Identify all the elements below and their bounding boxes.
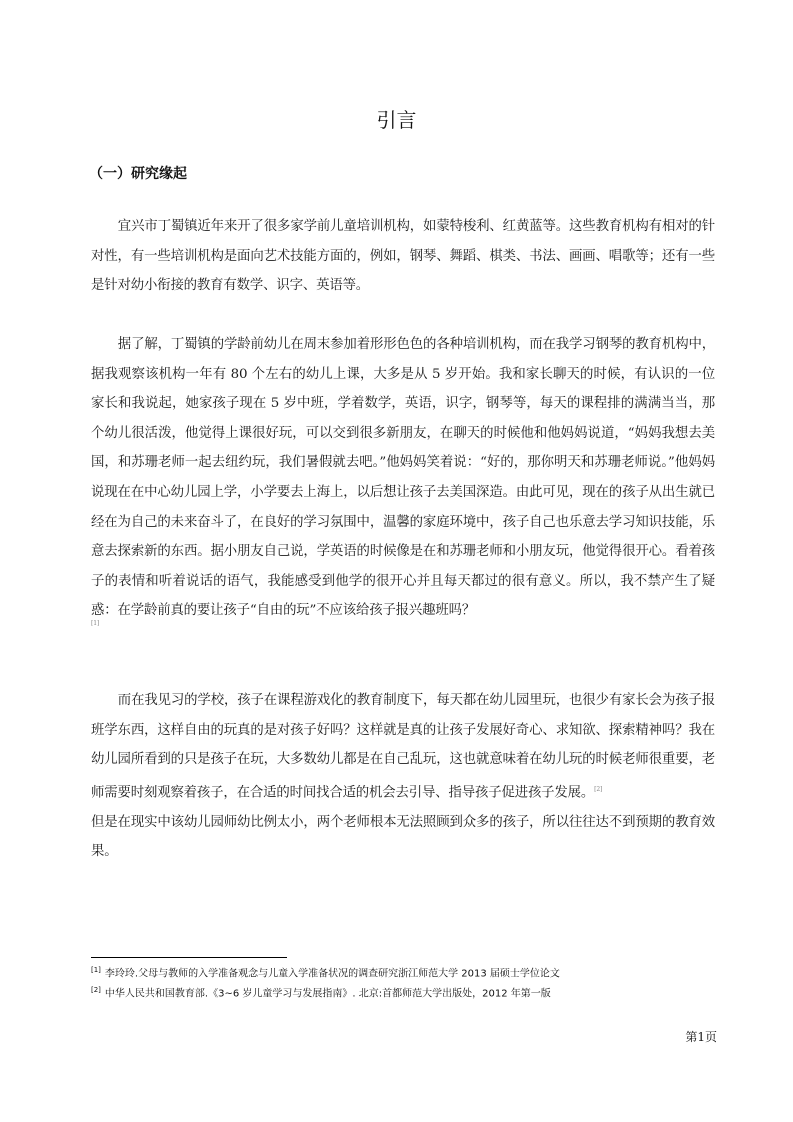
paragraph-text: 而在我见习的学校，孩子在课程游戏化的教育制度下，每天都在幼儿园里玩，也很少有家长会为孩子报班学东西，这样自由的玩真的是对孩子好吗？这样就是真的让孩子发展好奇心、求知欲、探索精神吗？我在幼儿园所看到的只是孩子在玩，大多数幼儿都是在自己乱玩，这也就意味着在幼儿玩的时候老师很重要，老师需要时刻观察着孩子，在合适的时间找合适的机会去引导、指导孩子促进孩子发展。 xyxy=(91,693,715,801)
footnote-item xyxy=(91,982,731,1002)
footnote-item xyxy=(91,962,731,982)
footnote-divider xyxy=(91,957,287,958)
paragraph-text: 宜兴市丁蜀镇近年来开了很多家学前儿童培训机构，如蒙特梭利、红黄蓝等。这些教育机构有相对的针对性，有一些培训机构是面向艺术技能方面的，例如，钢琴、舞蹈、棋类、书法、画画、唱歌等；还有一些是针对幼小衔接的教育有数学、识字、英语等。 xyxy=(91,219,715,294)
paragraph-text: 据了解，丁蜀镇的学龄前幼儿在周末参加着形形色色的各种培训机构，而在我学习钢琴的教育机构中，据我观察该机构一年有 80 个左右的幼儿上课，大多是从 5 岁开始。我和家长聊天的时候，有认识的一位家长和我说起，她家孩子现在 5 岁中班，学着数学，英语，识字，钢琴等，每天的课程排的满满当当，那个幼儿很活泼，他觉得上课很好玩，可以交到很多新朋友，在聊天的时候他和他妈妈说道，“妈妈我想去美国，和苏珊老师一起去纽约玩，我们暑假就去吧。”他妈妈笑着说：“好的，那你明天和苏珊老师说。”他妈妈说现在在中心幼儿园上学，小学要去上海上，以后想让孩子去美国深造。由此可见，现在的孩子从出生就已经在为自己的未来奋斗了，在良好的学习氛围中，温馨的家庭环境中，孩子自己也乐意去学习知识技能，乐意去探索新的东西。据小朋友自己说，学英语的时候像是在和苏珊老师和小朋友玩，他觉得很开心。看着孩子的表情和听着说话的语气，我能感受到他学的很开心并且每天都过的很有意义。所以，我不禁产生了疑惑：在学龄前真的要让孩子“自由的玩”不应该给孩子报兴趣班吗？ xyxy=(91,337,715,619)
paragraph-text: 但是在现实中该幼儿园师幼比例太小，两个老师根本无法照顾到众多的孩子，所以往往达不到预期的教育效果。 xyxy=(91,814,715,860)
citation-marker-2: [2] xyxy=(594,785,603,793)
footnote-text: 中华人民共和国教育部.《3~6 岁儿童学习与发展指南》. 北京:首都师范大学出版处，2012 年第一版 xyxy=(104,988,551,1000)
page-number: 第1页 xyxy=(685,1030,717,1044)
paragraph-text-with-citation xyxy=(91,686,715,808)
paragraph-2 xyxy=(91,330,715,630)
paragraph-1 xyxy=(91,212,715,301)
citation-marker-1: [1] xyxy=(91,619,100,627)
footnote-mark: [1] xyxy=(91,966,101,974)
footnote-mark: [2] xyxy=(91,986,101,995)
page-title: 引言 xyxy=(376,108,417,132)
section-heading: （一）研究缘起 xyxy=(89,166,187,182)
footnotes xyxy=(91,962,731,1003)
footnote-text: 李玲玲.父母与教师的入学准备观念与儿童入学准备状况的调查研究浙江师范大学 2013 届硕士学位论文 xyxy=(104,968,560,980)
paragraph-3 xyxy=(91,686,715,867)
